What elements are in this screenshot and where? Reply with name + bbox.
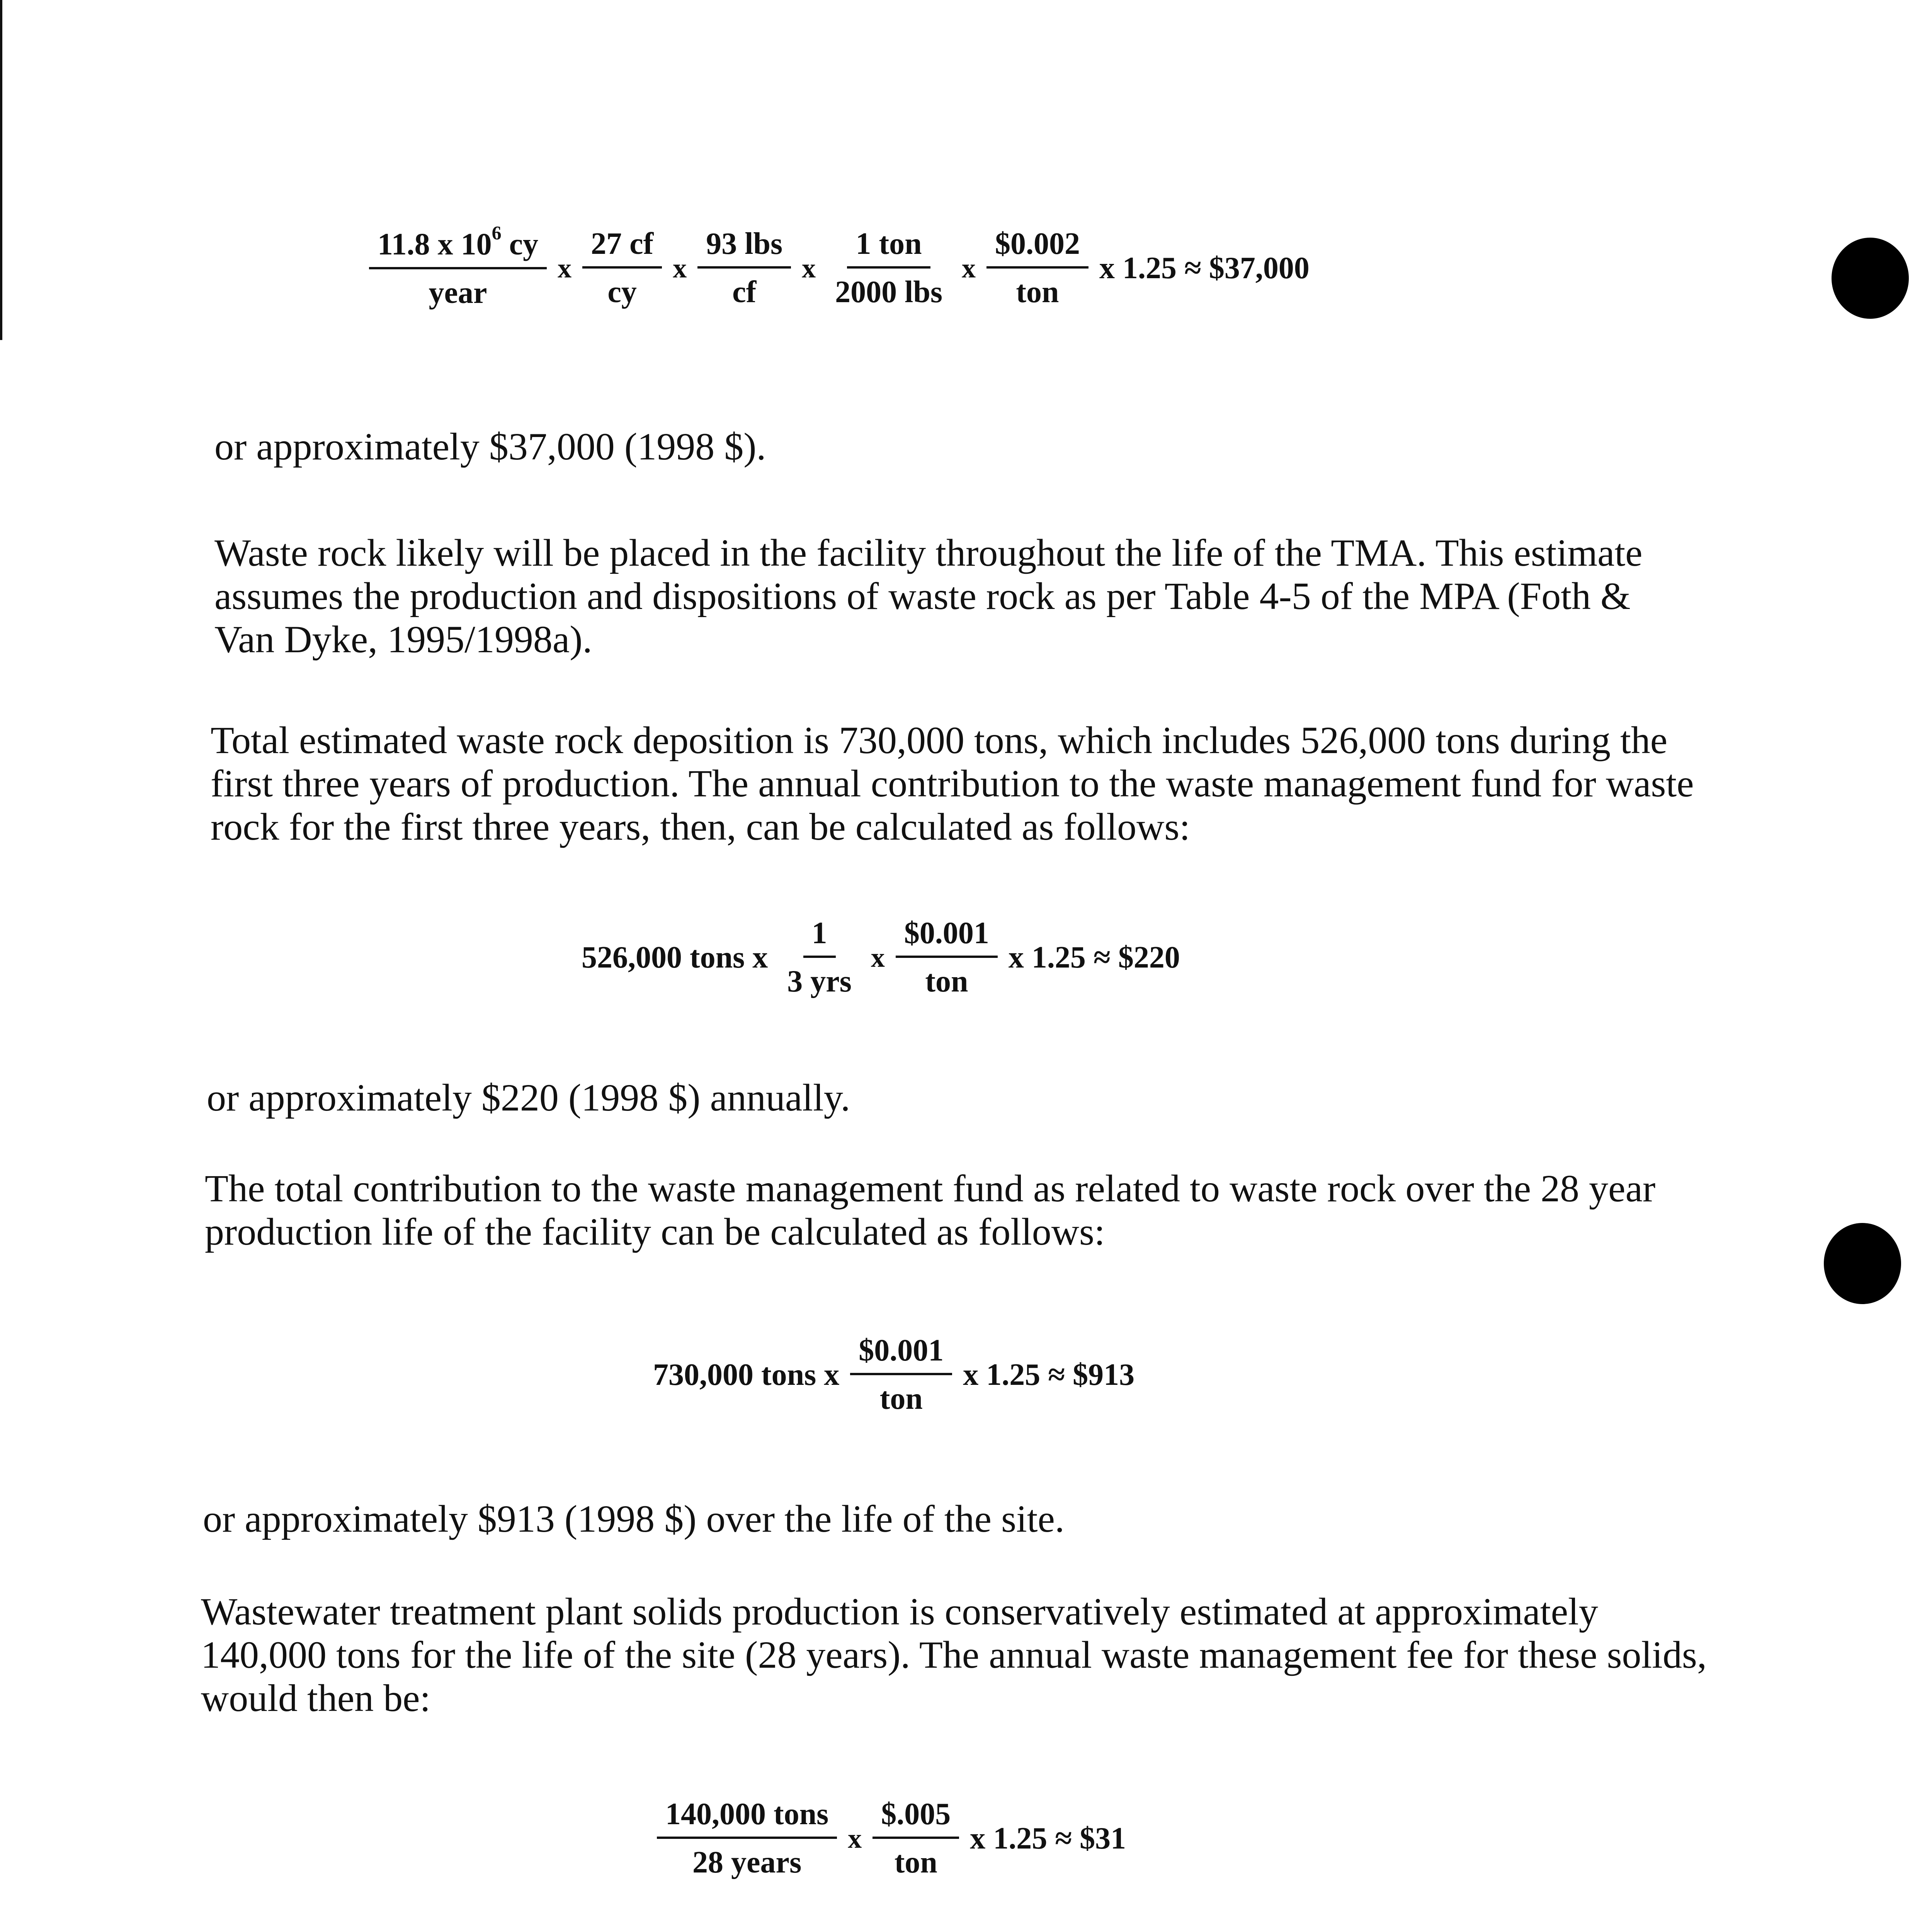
times-sign: x — [558, 252, 572, 284]
times-sign: x — [848, 1823, 862, 1854]
text-line: Waste rock likely will be placed in the facility throughout the life of the TMA. This estimate — [214, 531, 1643, 574]
numerator: 1 — [803, 916, 836, 958]
equation-total-waste-rock — [653, 1333, 1145, 1417]
equation-annual-tailings-fee — [369, 222, 1320, 311]
fraction-per-3-years — [779, 916, 860, 999]
denominator: ton — [925, 964, 968, 998]
text-line: would then be: — [201, 1677, 431, 1719]
numerator: $0.001 — [896, 916, 998, 958]
fraction-dollars-per-ton — [896, 916, 998, 999]
denominator: cy — [607, 275, 637, 310]
fraction-cy-per-year — [369, 222, 547, 311]
fraction-ton-per-lbs — [827, 226, 951, 310]
fraction-dollars-per-ton — [986, 226, 1088, 310]
denominator: ton — [879, 1382, 923, 1416]
paragraph-total-contribution — [205, 1167, 1655, 1253]
fraction-tons-per-years — [657, 1797, 837, 1880]
numerator: $0.001 — [850, 1333, 952, 1375]
denominator: year — [429, 276, 487, 310]
paragraph-result-3: or approximately $913 (1998 $) over the life of the site. — [203, 1497, 1065, 1540]
punch-hole-middle — [1824, 1223, 1901, 1304]
equation-result: x 1.25 ≈ $913 — [963, 1357, 1135, 1392]
text-line: 140,000 tons for the life of the site (28 years). The annual waste management fee for these solids, — [201, 1633, 1707, 1676]
text-line: rock for the first three years, then, can be calculated as follows: — [211, 805, 1190, 848]
text-line: The total contribution to the waste management fund as related to waste rock over the 28 year — [205, 1167, 1656, 1210]
text-line: production life of the facility can be calculated as follows: — [205, 1210, 1105, 1253]
numerator: 140,000 tons — [657, 1797, 837, 1839]
numerator: 1 ton — [847, 226, 930, 269]
fraction-dollars-per-ton — [872, 1797, 959, 1880]
times-sign: x — [871, 942, 885, 973]
times-sign: x — [802, 252, 816, 284]
numerator: $.005 — [872, 1797, 959, 1839]
equation-result: x 1.25 ≈ $31 — [970, 1821, 1126, 1855]
numerator: $0.002 — [986, 226, 1088, 269]
paragraph-waste-rock — [214, 531, 1643, 661]
text-line: assumes the production and dispositions of waste rock as per Table 4-5 of the MPA (Foth & — [214, 575, 1631, 617]
denominator: 28 years — [692, 1845, 802, 1879]
denominator: ton — [894, 1845, 937, 1879]
times-sign: x — [961, 252, 976, 284]
equation-annual-solids-fee — [657, 1797, 1137, 1880]
text-line: Total estimated waste rock deposition is 730,000 tons, which includes 526,000 tons during the — [211, 719, 1668, 762]
equation-lead: 526,000 tons x — [582, 940, 768, 975]
text-line: first three years of production. The annual contribution to the waste management fund for waste — [211, 762, 1694, 805]
numerator: 11.8 x 10 — [378, 227, 492, 262]
numerator: 93 lbs — [697, 226, 791, 269]
paragraph-result-2: or approximately $220 (1998 $) annually. — [207, 1076, 850, 1119]
equation-result: x 1.25 ≈ $220 — [1008, 940, 1180, 975]
text-line: Wastewater treatment plant solids production is conservatively estimated at approximately — [201, 1590, 1598, 1633]
text-line: Van Dyke, 1995/1998a). — [214, 618, 592, 661]
times-sign: x — [673, 252, 687, 284]
scan-edge-line — [0, 0, 2, 340]
numerator-unit: cy — [501, 227, 539, 262]
paragraph-wastewater-solids — [201, 1590, 1707, 1720]
equation-result: x 1.25 ≈ $37,000 — [1099, 251, 1310, 285]
paragraph-total-deposition — [211, 719, 1694, 849]
denominator: cf — [732, 275, 757, 310]
fraction-dollars-per-ton — [850, 1333, 952, 1417]
fraction-lbs-per-cf — [697, 226, 791, 310]
denominator: ton — [1016, 275, 1059, 310]
numerator: 27 cf — [582, 226, 662, 269]
equation-lead: 730,000 tons x — [653, 1357, 840, 1392]
punch-hole-top — [1832, 238, 1909, 319]
fraction-cf-per-cy — [582, 226, 662, 310]
paragraph-result-1: or approximately $37,000 (1998 $). — [214, 425, 766, 468]
equation-annual-waste-rock — [582, 916, 1191, 999]
denominator: 2000 lbs — [835, 275, 942, 310]
exponent: 6 — [492, 222, 502, 243]
denominator: 3 yrs — [787, 964, 852, 998]
